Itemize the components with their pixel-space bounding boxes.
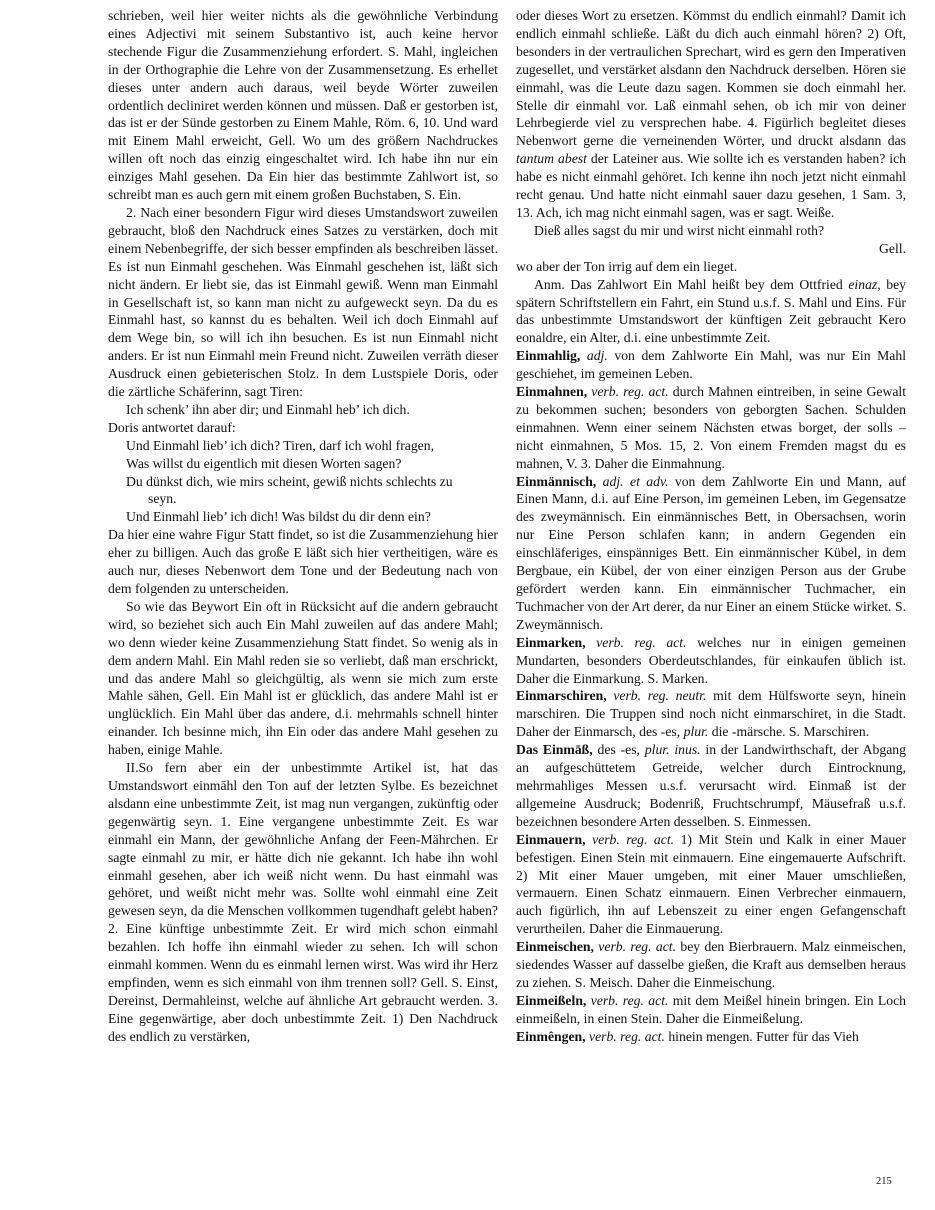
definition: mit dem Hülfsworte seyn, hinein marschiren. Die Truppen sind noch nicht einmarschiret, in die Stadt. Daher der Einmarsch, des -es,: [516, 688, 907, 740]
headword: Das Einmāß,: [516, 742, 593, 758]
definition: welches nur in einigen gemeinen Mundarten, besonders Oberdeutschlandes, für einkaufen üblich ist. Daher die Einmarkung. S. Marken.: [516, 634, 906, 686]
verse-line: Du dünkst dich, wie mirs scheint, gewiß nichts schlechts zu: [126, 473, 453, 489]
headword: Einmeißeln,: [516, 992, 587, 1008]
definition: 1) Mit Stein und Kalk in einer Mauer befestigen. Einen Stein mit einmauern. Eine eingemauerte Aufschrift. 2) Mit einer Mauer umgeben, mit einer Mauer umschließen, vermauern. Einen Schatz einmauern. Einen Verbrecher einmauern, auch figürlich, ihn auf Lebenszeit zu einer engen Gefangenschaft verurtheilen. Daher die Einmauerung.: [516, 831, 907, 937]
verse-line: Ich schenk’ ihn aber dir; und Einmahl heb’ ich dich.: [126, 401, 410, 417]
definition: die -märsche. S. Marschiren.: [711, 724, 870, 740]
paragraph: 2. Nach einer besondern Figur wird dieses Umstandswort zuweilen gebraucht, bloß den Nachdruck eines Satzes zu verstärken, doch mit einem Nebenbegriffe, der sich besser empfinden als beschreiben lässet. Es ist nun Einmahl geschehen. Was Einmahl geschehen ist, läßt sich nicht ändern. Er liebt sie, das ist Einmahl gewiß. Wenn man Einmahl in Gesellschaft ist, so kann man nicht zu aufgeweckt seyn. Da du es Einmahl hast, so kannst du es behalten. Weil ich doch Einmahl auf dem Wege bin, so will ich ihn besuchen. Es ist nun Einmahl nicht anders. Er ist nun Einmahl mein Freund nicht. Zuweilen verräth dieser Ausdruck einen gebieterischen Stolz. In dem Lustspiele Doris, oder die zärtliche Schäferinn, sagt Tiren:: [108, 204, 498, 400]
dictionary-entry: [516, 473, 906, 634]
dictionary-entry: [516, 634, 906, 688]
grammar-tag: verb. reg. act.: [590, 992, 669, 1008]
verse-line: Und Einmahl lieb’ ich dich! Was bildst du dir denn ein?: [126, 509, 431, 525]
definition: mit dem Meißel hinein bringen. Ein Loch einmeißeln, in einen Stein. Daher die Einmeißelung.: [516, 992, 906, 1026]
page-number: 215: [876, 1176, 892, 1187]
headword: Einmarschiren,: [516, 688, 607, 704]
headword: Einmêngen,: [516, 1028, 586, 1044]
verse-line: seyn.: [148, 491, 177, 507]
grammar-tag: verb. reg. act.: [598, 939, 677, 955]
dictionary-entry: [516, 1028, 906, 1046]
dictionary-entry: [516, 347, 906, 383]
grammar-tag: verb. reg. act.: [596, 634, 687, 650]
definition: hinein mengen. Futter für das Vieh: [668, 1028, 859, 1044]
text: bey spätern Schriftstellern ein Fahrt, ein Stund u.s.f. S. Mahl und Eins. Für das unbestimmte Umstandswort der künftigen Zeit gebraucht Kero eonaldre, ein Alter, d.i. eine unbestimmte Zeit.: [516, 276, 907, 346]
dictionary-entry: [516, 383, 906, 473]
dictionary-entry: [516, 831, 906, 938]
paragraph: Da hier eine wahre Figur Statt findet, so ist die Zusammenziehung hier eher zu billigen. Auch das große E läßt sich hier vertheitigen, wäre es auch nur, dieses Nebenwort dem Tone und der Bedeutung nach von dem folgenden zu unterscheiden.: [108, 527, 498, 596]
definition: in der Landwirthschaft, der Abgang an aufgeschüttetem Getreide, welcher durch Eintrocknung, mehrmahliges Messen u.s.f. verursacht wird. Einmaß ist der allgemeine Ausdruck; Bodenriß, Fruchtschrumpf, Mäusefraß u.s.f. bezeichnen besondere Arten desselben. S. Einmessen.: [516, 742, 906, 829]
italic-phrase: tantum abest: [516, 151, 587, 167]
paragraph: [516, 7, 906, 222]
paragraph: Doris antwortet darauf:: [108, 419, 236, 435]
headword: Einmauern,: [516, 831, 586, 847]
headword: Einmahnen,: [516, 384, 588, 400]
paragraph: wo aber der Ton irrig auf dem ein lieget.: [516, 258, 738, 274]
annotation: [516, 276, 906, 348]
definition: bey den Bierbrauern. Malz einmeischen, siedendes Wasser auf dasselbe gießen, die Kraft aus demselben heraus zu ziehen. S. Meisch. Daher die Einmeischung.: [516, 939, 907, 990]
dictionary-entry: [516, 938, 906, 992]
headword: Einmarken,: [516, 634, 586, 650]
headword: Einmännisch,: [516, 473, 597, 489]
grammar-tag: adj.: [586, 348, 608, 364]
grammar-tag: adj. et adv.: [602, 473, 669, 489]
italic-phrase: einaz,: [848, 276, 881, 292]
paragraph: II.So fern aber ein der unbestimmte Artikel ist, hat das Umstandswort einmāhl den Ton auf der letzten Sylbe. Es bezeichnet alsdann eine unbestimmte Zeit, ist mag nun vergangen, zukünftig oder gegenwärtig seyn. 1. Eine vergangene unbestimmte Zeit. Es war einmahl ein Mann, der gewöhnliche Anfang der Feen-Mährchen. Er sagte einmahl zu mir, er hätte dich nie gekannt. Ich habe ihn wohl einmahl gesehen, aber ich weiß nicht wenn. Du hast einmahl was gehöret, und weißt nicht mehr was. Sollte wohl einmahl eine Zeit gewesen seyn, da die Menschen vollkommen tugendhaft gelebt haben? 2. Eine künftige unbestimmte Zeit. Er wird mich schon einmahl bezahlen. Ich hoffe ihn einmahl wieder zu sehen. Ich will schon einmahl kommen. Wenn du es einmahl lernen wirst. Was wird ihr Herz empfinden, wenn es sich einmahl von ihm trennen soll? Gell. S. Einst, Dereinst, Dermahleinst, welche auf ähnliche Art gebraucht werden. 3. Eine gegenwärtige, aber doch unbestimmte Zeit. 1) Den Nachdruck des endlich zu verstärken,: [108, 760, 498, 1044]
dictionary-entry: [516, 741, 906, 831]
dictionary-entry: [516, 992, 906, 1028]
grammar-tag: verb. reg. act.: [592, 831, 675, 847]
verse-line: Und Einmahl lieb’ ich dich? Tiren, darf ich wohl fragen,: [126, 437, 435, 453]
verse-source: Gell.: [879, 240, 906, 256]
headword: Einmeischen,: [516, 939, 594, 955]
grammar-tag: plur.: [683, 724, 709, 740]
verse-line: Dieß alles sagst du mir und wirst nicht einmahl roth?: [534, 222, 825, 238]
definition: von dem Zahlworte Ein Mahl, was nur Ein Mahl geschiehet, im gemeinen Leben.: [516, 348, 907, 382]
text: Anm. Das Zahlwort Ein Mahl heißt bey dem Ottfried: [534, 276, 843, 292]
grammar-text: des -es,: [597, 742, 640, 758]
left-column: [108, 7, 498, 1046]
grammar-tag: verb. reg. neutr.: [613, 688, 707, 704]
paragraph: So wie das Beywort Ein oft in Rücksicht auf die andern gebraucht wird, so beziehet sich auch Ein Mahl zuweilen auf das andere Mahl; wo denn wieder keine Zusammenziehung Statt findet. So wenig als in dem andern Mahl. Ein Mahl reden sie so verliebt, daß man erschrickt, und das andere Mahl so gleichgültig, als wenn sie mich zum erste Mahle sähen, Gell. Ein Mahl ist er glücklich, das andere Mahl ist er unglücklich. Ein Mahl über das andere, d.i. mehrmahls schnell hinter einander. Ich besinne mich, ihn Ein oder das andere Mahl gesehen zu haben, einige Mahle.: [108, 598, 498, 758]
grammar-tag: verb. reg. act.: [589, 1028, 665, 1044]
dictionary-entry: [516, 687, 906, 741]
grammar-tag: plur. inus.: [644, 742, 701, 758]
definition: durch Mahnen eintreiben, in seine Gewalt zu bekommen suchen; besonders von geborgten Sachen. Schulden einmahnen. Wenn einer seinem Nächsten etwas borget, der solls – nicht einmahnen, 5 Mos. 15, 2. Von einem Fremden magst du es mahnen, V. 3. Daher die Einmahnung.: [516, 384, 907, 471]
paragraph: schrieben, weil hier weiter nichts als die gewöhnliche Verbindung eines Adjectivi mit seinem Substantivo ist, auch keine hervor stechende Figur die Zusammenziehung erfordert. S. Mahl, ingleichen in der Orthographie die Lehre von der Zusammensetzung. Es erhellet dieses unter andern auch daraus, weil beyde Wörter zuweilen ordentlich decliniret werden können und müssen. Daß er gestorben ist, das ist er der Sünde gestorben zu Einem Mahle, Röm. 6, 10. Und ward mit Einem Mahl erweicht, Gell. Wo um des größern Nachdruckes willen oft noch das einzig eingeschaltet wird. Ich habe ihn nur ein einziges Mahl gesehen. Da Ein hier das bestimmte Zahlwort ist, so schreibt man es auch gern mit einem großen Buchstaben, S. Ein.: [108, 8, 498, 203]
text: der Lateiner aus. Wie sollte ich es verstanden haben? ich habe es nicht einmahl gehöret. Ich kenne ihn noch jetzt nicht einmahl recht genau. Und hatte nicht einmahl sauer dazu gesehen, 1 Sam. 3, 13. Ach, ich mag nicht einmahl sagen, was er sagt. Weiße.: [516, 151, 906, 220]
text: oder dieses Wort zu ersetzen. Kömmst du endlich einmahl? Damit ich endlich einmahl schließe. Läßt du dich auch einmahl hören? 2) Oft, besonders in der vertraulichen Sprechart, wird es gern den Imperativen zugesellet, und verstärket alsdann den Nachdruck derselben. Hören sie einmahl, was die Leute dazu sagen. Kommen sie doch einmahl her. Stelle dir einmahl vor. Laß einmahl sehen, ob ich mir von deiner Lehrbegierde viel zu versprechen habe. 4. Figürlich begleitet dieses Nebenwort gerne die verneinenden Wörter, und druckt alsdann das: [516, 8, 906, 149]
grammar-tag: verb. reg. act.: [591, 384, 669, 400]
headword: Einmahlig,: [516, 348, 581, 364]
definition: von dem Zahlworte Ein und Mann, auf Einen Mann, d.i. auf Eine Person, im gemeinen Leben, im Gegensatze des zweymännisch. Ein einmännisches Bett, in Obersachsen, worin nur Eine Person schlafen kann; in andern Gegenden ein einschläferiges, einspänniges Bett. Ein einmännischer Kübel, in dem Bergbaue, ein Kübel, der von einer einzigen Person aus der Grube gefördert werden kann. Ein einmännischer Tuchmacher, ein Tuchmacher von der Art derer, da nur Einer an einem Stücke wirket. S. Zweymännisch.: [516, 473, 907, 632]
right-column: [516, 7, 906, 1046]
verse-line: Was willst du eigentlich mit diesen Worten sagen?: [126, 455, 402, 471]
